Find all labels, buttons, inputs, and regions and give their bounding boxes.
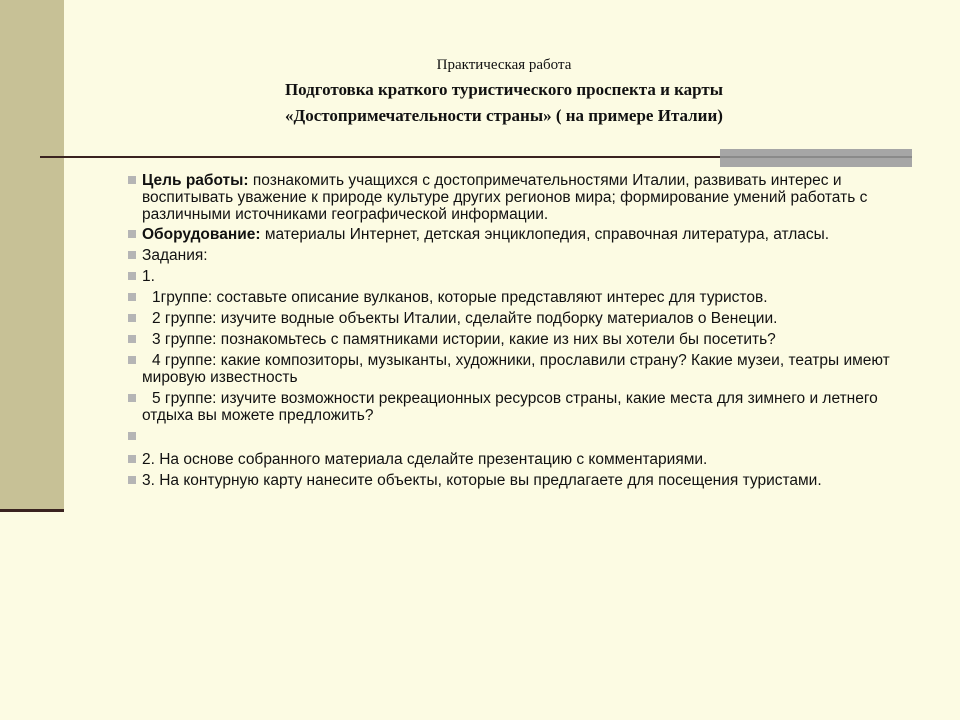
square-bullet-icon <box>128 272 136 280</box>
list-item <box>128 390 908 424</box>
tasks-heading: Задания: <box>142 247 208 264</box>
list-item <box>128 226 908 243</box>
group-4-task: 4 группе: какие композиторы, музыканты, художники, прославили страну? Какие музеи, театры имеют мировую известность <box>142 352 890 386</box>
assignment-list <box>128 172 908 489</box>
square-bullet-icon <box>128 394 136 402</box>
divider-accent-block <box>720 149 912 167</box>
list-item <box>128 428 908 445</box>
task-1: 1. <box>142 268 155 285</box>
square-bullet-icon <box>128 356 136 364</box>
square-bullet-icon <box>128 230 136 238</box>
square-bullet-icon <box>128 176 136 184</box>
list-item <box>128 352 908 386</box>
group-2-task: 2 группе: изучите водные объекты Италии, сделайте подборку материалов о Венеции. <box>152 310 778 327</box>
square-bullet-icon <box>128 432 136 440</box>
group-3-task: 3 группе: познакомьтесь с памятниками истории, какие из них вы хотели бы посетить? <box>152 331 776 348</box>
divider-accent-line <box>720 156 912 158</box>
left-decorative-bar <box>0 0 64 512</box>
list-item <box>128 172 908 223</box>
group-5-task: 5 группе: изучите возможности рекреационных ресурсов страны, какие места для зимнего и летнего отдыха вы можете предложить? <box>142 390 878 424</box>
list-item <box>128 247 908 264</box>
list-item <box>128 289 908 306</box>
list-item <box>128 310 908 327</box>
square-bullet-icon <box>128 455 136 463</box>
goal-text: познакомить учащихся с достопримечательностями Италии, развивать интерес и воспитывать уважение к природе культуре других регионов мира; формирование умений работать с различными источниками географической информации. <box>142 172 868 223</box>
title-line-1: Практическая работа <box>436 57 572 73</box>
task-2: 2. На основе собранного материала сделайте презентацию с комментариями. <box>142 451 708 468</box>
square-bullet-icon <box>128 251 136 259</box>
left-bar-underline <box>0 509 64 512</box>
list-item <box>128 472 908 489</box>
group-1-task: 1группе: составьте описание вулканов, которые представляют интерес для туристов. <box>152 289 768 306</box>
list-item <box>128 331 908 348</box>
list-item <box>128 451 908 468</box>
task-3: 3. На контурную карту нанесите объекты, которые вы предлагаете для посещения туристами. <box>142 472 822 489</box>
title-line-2: Подготовка краткого туристического проспекта и карты <box>284 80 724 99</box>
square-bullet-icon <box>128 476 136 484</box>
equipment-label: Оборудование: <box>142 226 261 243</box>
equipment-text: материалы Интернет, детская энциклопедия, справочная литература, атласы. <box>260 226 830 243</box>
title-line-3: «Достопримечательности страны» ( на примере Италии) <box>285 106 723 125</box>
square-bullet-icon <box>128 335 136 343</box>
square-bullet-icon <box>128 314 136 322</box>
goal-label: Цель работы: <box>142 172 249 189</box>
square-bullet-icon <box>128 293 136 301</box>
list-item <box>128 268 908 285</box>
